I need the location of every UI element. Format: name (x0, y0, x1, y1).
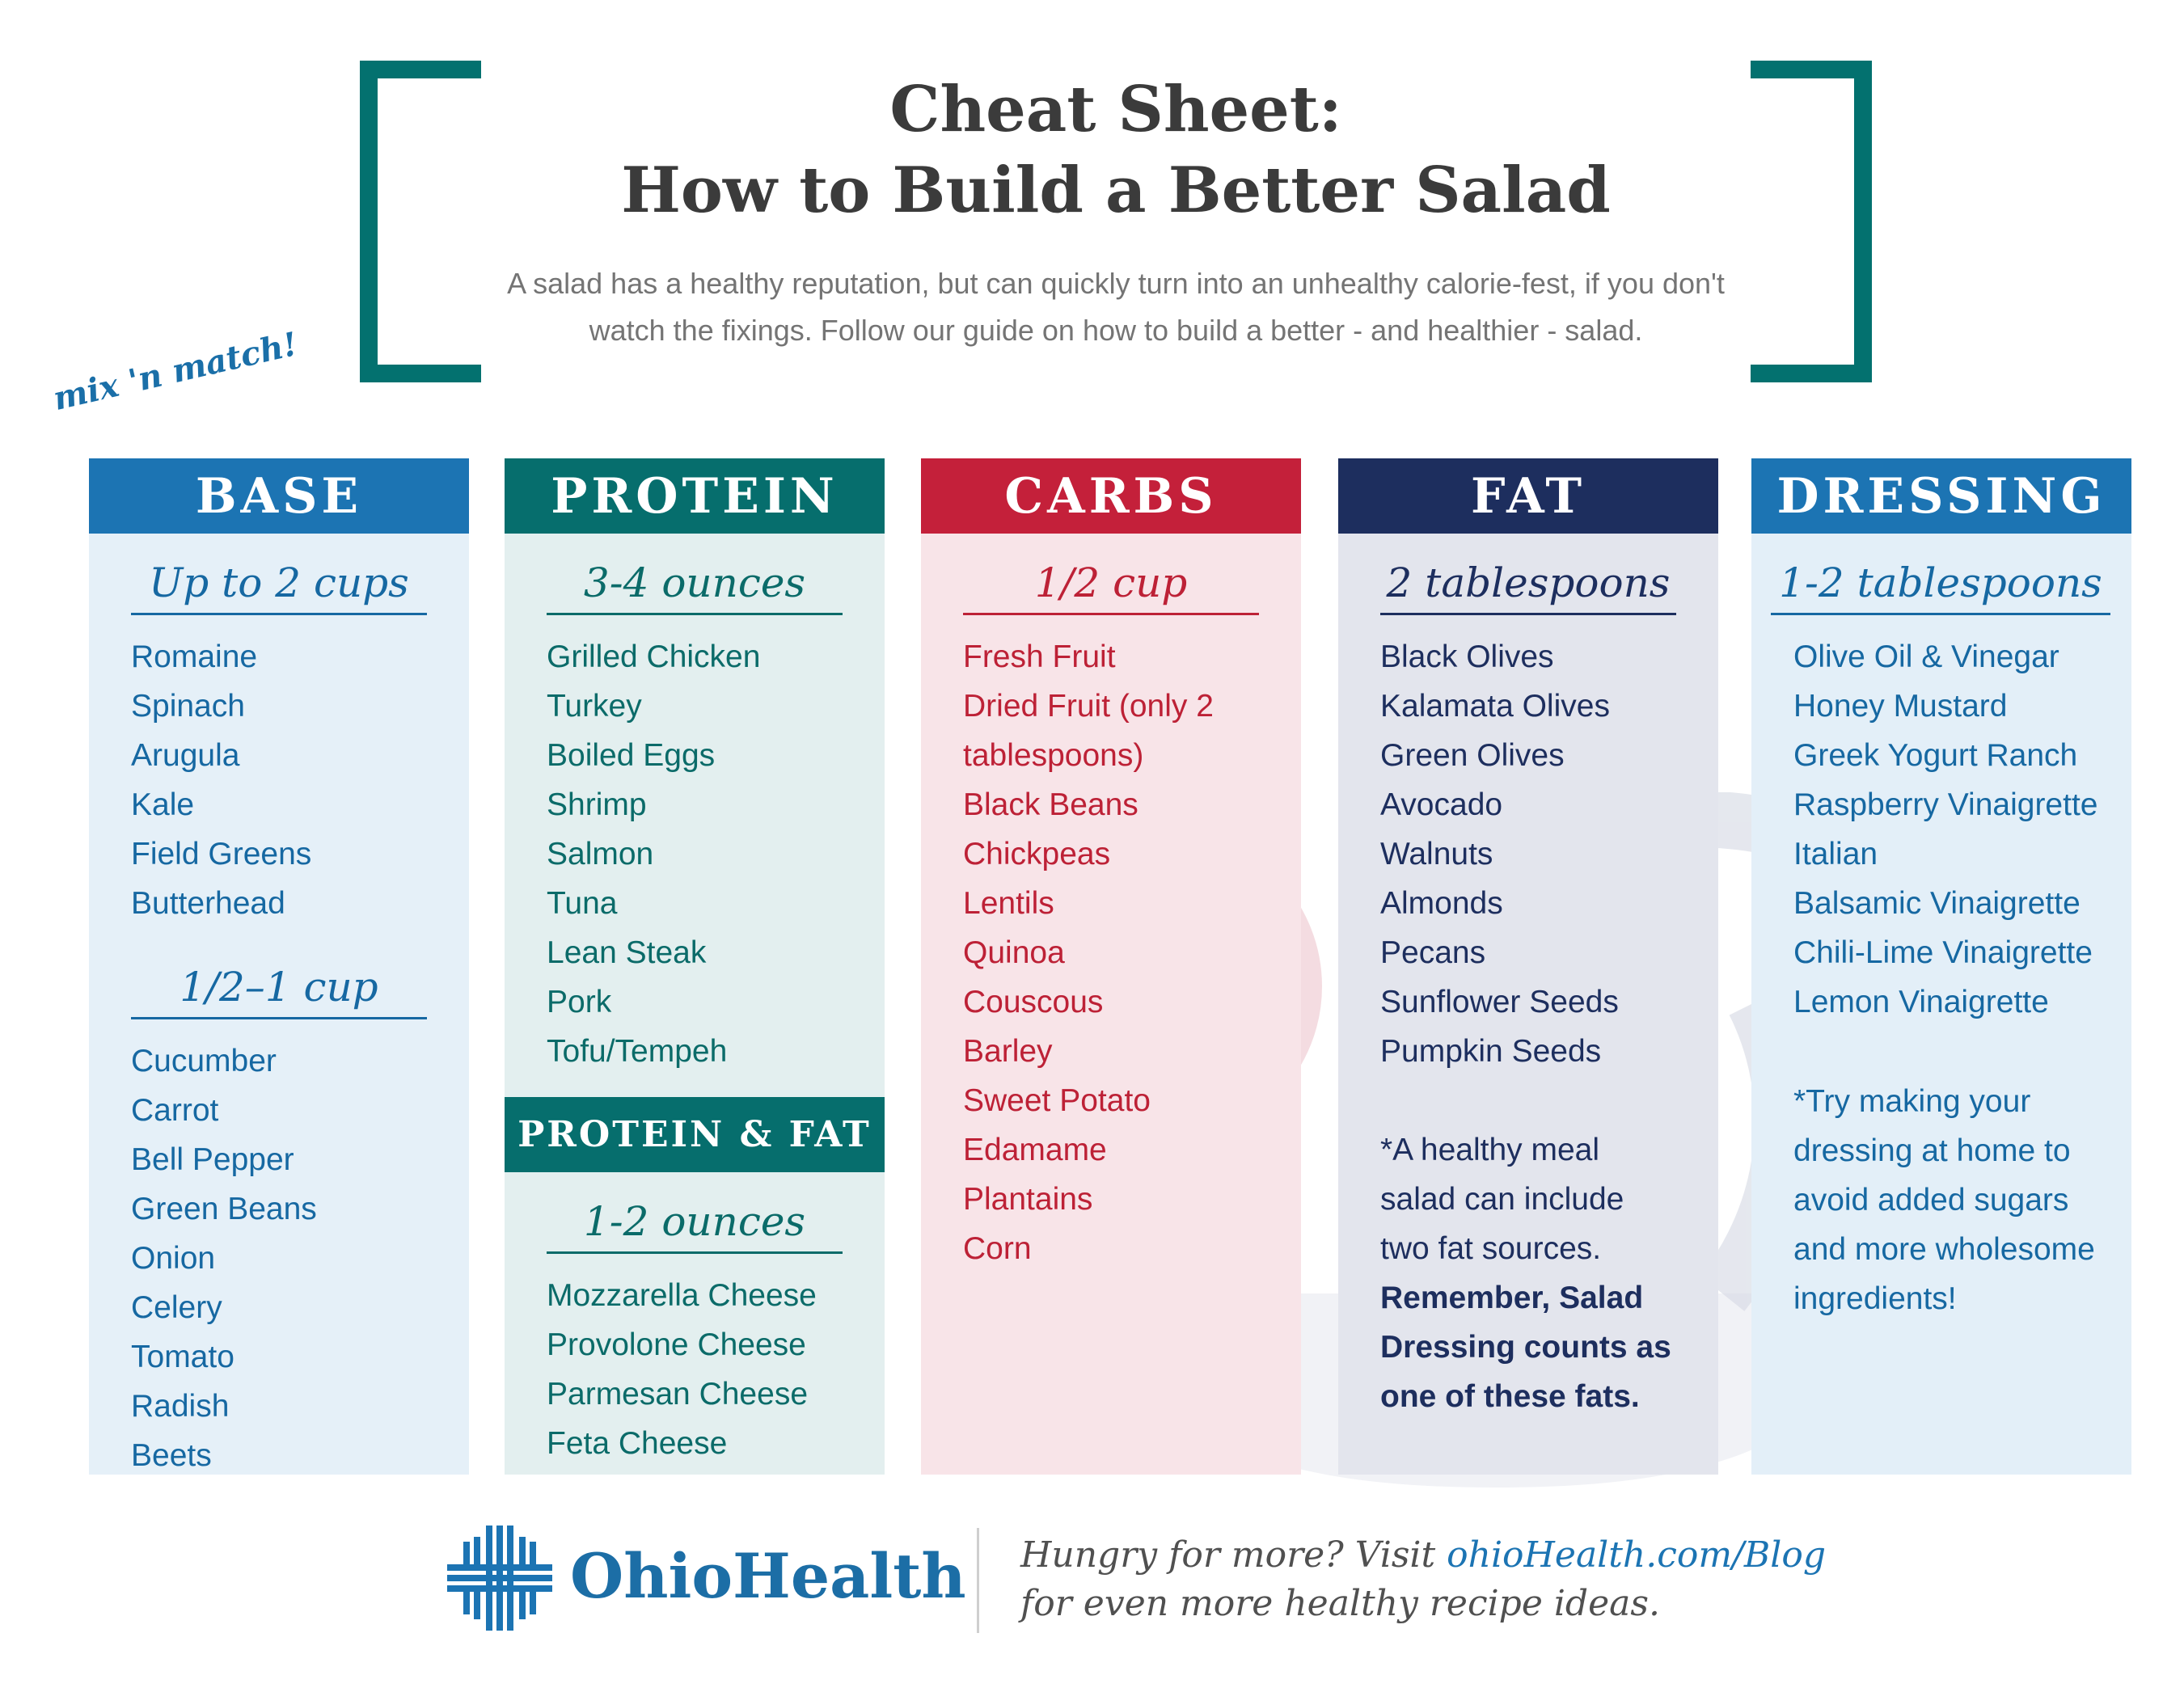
dressing-note-line: dressing at home to (1793, 1133, 2071, 1168)
base-veggies-list (131, 1036, 317, 1475)
list-item: Kalamata Olives (1380, 689, 1610, 724)
protein-fat-portion: 1-2 ounces (547, 1198, 843, 1254)
list-item: tablespoons) (963, 738, 1144, 773)
list-item: Balsamic Vinaigrette (1793, 886, 2081, 921)
list-item: Lentils (963, 886, 1054, 921)
fat-note-line: Dressing counts as (1380, 1330, 1671, 1365)
list-item: Radish (131, 1389, 230, 1424)
list-item: Chili-Lime Vinaigrette (1793, 935, 2093, 970)
list-item: Greek Yogurt Ranch (1793, 738, 2078, 773)
fat-header: FAT (1338, 458, 1718, 534)
protein-list (547, 632, 760, 1076)
list-item: Provolone Cheese (547, 1327, 806, 1362)
list-item: Lean Steak (547, 935, 707, 970)
list-item: Walnuts (1380, 837, 1493, 871)
page-title-line1: Cheat Sheet: (889, 73, 1342, 146)
fat-note-line: *A healthy meal (1380, 1133, 1600, 1167)
fat-column (1338, 458, 1718, 1475)
intro-text (420, 260, 1811, 354)
dressing-list (1793, 632, 2097, 1027)
list-item: Boiled Eggs (547, 738, 716, 773)
list-item: Avocado (1380, 787, 1503, 822)
dressing-note-line: *Try making your (1793, 1084, 2031, 1119)
dressing-note-line: ingredients! (1793, 1281, 1957, 1316)
list-item: Edamame (963, 1133, 1107, 1167)
intro-line1: A salad has a healthy reputation, but can quickly turn into an unhealthy calorie-fest, if you don't (507, 267, 1725, 300)
dressing-note (1793, 1077, 2125, 1323)
list-item: Lemon Vinaigrette (1793, 985, 2049, 1019)
intro-line2: watch the fixings. Follow our guide on how to build a better - and healthier - salad. (589, 314, 1643, 347)
list-item: Beets (131, 1438, 212, 1473)
list-item: Green Olives (1380, 738, 1565, 773)
fat-note (1380, 1125, 1712, 1421)
list-item: Feta Cheese (547, 1426, 728, 1461)
ohiohealth-brand: OhioHealth (570, 1540, 966, 1612)
protein-fat-header: PROTEIN & FAT (505, 1097, 885, 1172)
protein-portion: 3-4 ounces (547, 559, 843, 615)
list-item: Green Beans (131, 1192, 317, 1226)
base-portion-greens: Up to 2 cups (131, 559, 427, 615)
list-item: Plantains (963, 1182, 1093, 1217)
list-item: Raspberry Vinaigrette (1793, 787, 2098, 822)
protein-header: PROTEIN (505, 458, 885, 534)
dressing-column (1751, 458, 2131, 1475)
list-item: Spinach (131, 689, 245, 724)
list-item: Honey Mustard (1793, 689, 2008, 724)
list-item: Mozzarella Cheese (547, 1278, 817, 1313)
carbs-header: CARBS (921, 458, 1301, 534)
list-item: Almonds (1380, 886, 1503, 921)
list-item: Fresh Fruit (963, 639, 1116, 674)
dressing-portion: 1-2 tablespoons (1771, 559, 2110, 615)
list-item: Corn (963, 1231, 1032, 1266)
list-item: Salmon (547, 837, 654, 871)
list-item: Tofu/Tempeh (547, 1034, 728, 1069)
list-item: Grilled Chicken (547, 639, 761, 674)
protein-column (505, 458, 885, 1475)
list-item: Arugula (131, 738, 240, 773)
carbs-column (921, 458, 1301, 1475)
list-item: Olive Oil & Vinegar (1793, 639, 2059, 674)
list-item: Cucumber (131, 1044, 277, 1078)
list-item: Turkey (547, 689, 642, 724)
dressing-header: DRESSING (1751, 458, 2131, 534)
list-item: Tuna (547, 886, 618, 921)
footer-line2: for even more healthy recipe ideas. (1020, 1583, 1660, 1624)
fat-note-line: one of these fats. (1380, 1379, 1640, 1414)
dressing-note-line: avoid added sugars (1793, 1183, 2069, 1217)
woven-cross-logo-icon (447, 1526, 552, 1631)
list-item: Dried Fruit (only 2 (963, 689, 1214, 724)
list-item: Italian (1793, 837, 1878, 871)
protein-fat-list (547, 1271, 817, 1468)
list-item: Shrimp (547, 787, 647, 822)
list-item: Carrot (131, 1093, 219, 1128)
carbs-portion: 1/2 cup (963, 559, 1259, 615)
list-item: Black Olives (1380, 639, 1554, 674)
base-portion-veggies: 1/2–1 cup (131, 964, 427, 1019)
base-header: BASE (89, 458, 469, 534)
list-item: Celery (131, 1290, 222, 1325)
page-title-line2: How to Build a Better Salad (621, 154, 1611, 227)
list-item: Pork (547, 985, 612, 1019)
fat-portion: 2 tablespoons (1380, 559, 1676, 615)
fat-note-line: salad can include (1380, 1182, 1624, 1217)
list-item: Chickpeas (963, 837, 1111, 871)
list-item: Tomato (131, 1340, 234, 1374)
fat-list (1380, 632, 1619, 1076)
fat-note-line: Remember, Salad (1380, 1281, 1644, 1315)
list-item: Romaine (131, 639, 258, 674)
list-item: Onion (131, 1241, 216, 1276)
list-item: Kale (131, 787, 195, 822)
list-item: Pecans (1380, 935, 1486, 970)
mix-n-match-label: mix 'n match! (49, 324, 302, 418)
list-item: Sweet Potato (963, 1083, 1151, 1118)
list-item: Bell Pepper (131, 1142, 294, 1177)
base-greens-list (131, 632, 311, 928)
list-item: Barley (963, 1034, 1053, 1069)
list-item: Parmesan Cheese (547, 1377, 809, 1412)
carbs-list (963, 632, 1214, 1273)
list-item: Field Greens (131, 837, 312, 871)
list-item: Couscous (963, 985, 1104, 1019)
list-item: Quinoa (963, 935, 1065, 970)
base-column (89, 458, 469, 1475)
dressing-note-line: and more wholesome (1793, 1232, 2095, 1267)
footer-prefix: Hungry for more? Visit (1020, 1534, 1447, 1576)
list-item: Sunflower Seeds (1380, 985, 1619, 1019)
fat-note-line: two fat sources. (1380, 1231, 1602, 1266)
footer-line1 (1020, 1534, 1826, 1576)
blog-link[interactable]: ohioHealth.com/Blog (1447, 1534, 1826, 1576)
list-item: Pumpkin Seeds (1380, 1034, 1602, 1069)
list-item: Black Beans (963, 787, 1138, 822)
footer-divider (977, 1528, 979, 1633)
list-item: Butterhead (131, 886, 285, 921)
